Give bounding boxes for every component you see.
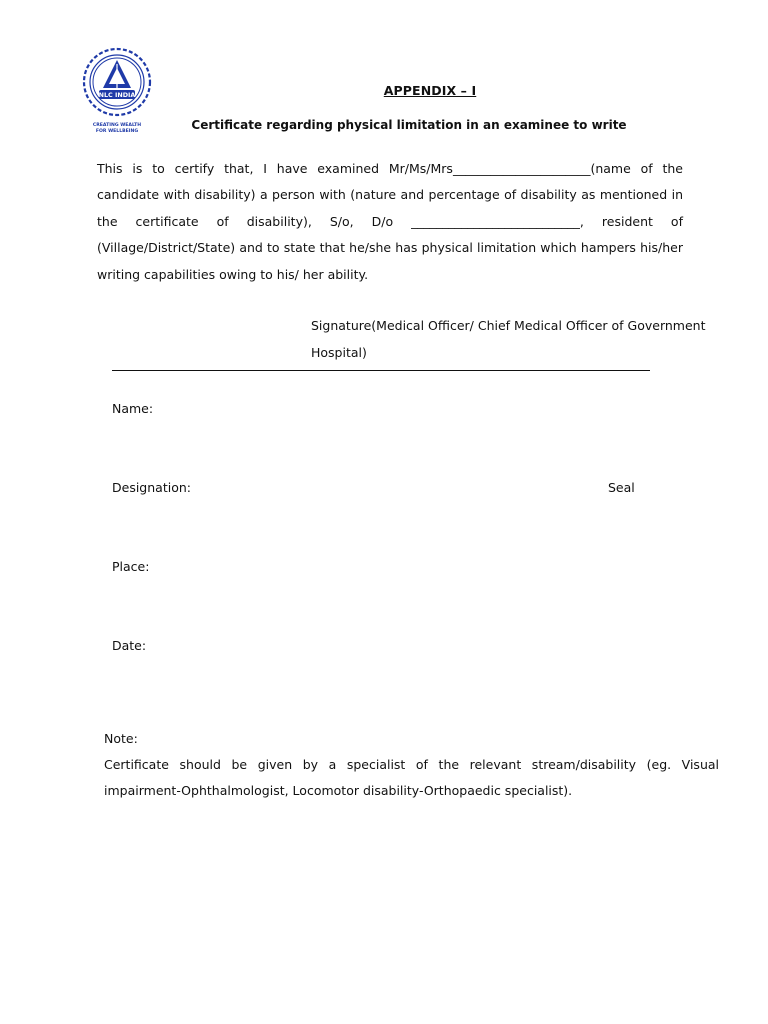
- seal-label: Seal: [608, 480, 635, 495]
- designation-field-label: Designation:: [112, 480, 191, 495]
- note-label: Note:: [104, 731, 138, 746]
- logo-tagline-line2: FOR WELLBEING: [95, 129, 139, 134]
- signature-divider: [112, 370, 650, 371]
- logo-brand-text: NLC INDIA: [98, 91, 136, 100]
- date-field-label: Date:: [112, 638, 147, 653]
- appendix-title: APPENDIX – I: [383, 83, 477, 98]
- certificate-subtitle: Certificate regarding physical limitation in an examinee to write: [191, 118, 627, 132]
- signature-label: Signature(Medical Officer/ Chief Medical Officer of Government Hospital): [311, 318, 706, 360]
- place-field-label: Place:: [112, 559, 150, 574]
- note-text: Certificate should be given by a specialist of the relevant stream/disability (eg. Visual impairment-Ophthalmologist, Locomotor disability-Orthopaedic specialist).: [104, 757, 719, 798]
- certification-paragraph: This is to certify that, I have examined Mr/Ms/Mrs______________________(name of the candidate with disability) a person with (nature and percentage of disability as mentioned in the certificate of disability), S/o, D/o ___________________________, resident of (Village/District/State) and to state that he/she has physical limitation which hampers his/her writing capabilities owing to his/ her ability.: [97, 161, 683, 282]
- logo-tagline-line1: CREATING WEALTH: [92, 123, 142, 128]
- name-field-label: Name:: [112, 401, 154, 416]
